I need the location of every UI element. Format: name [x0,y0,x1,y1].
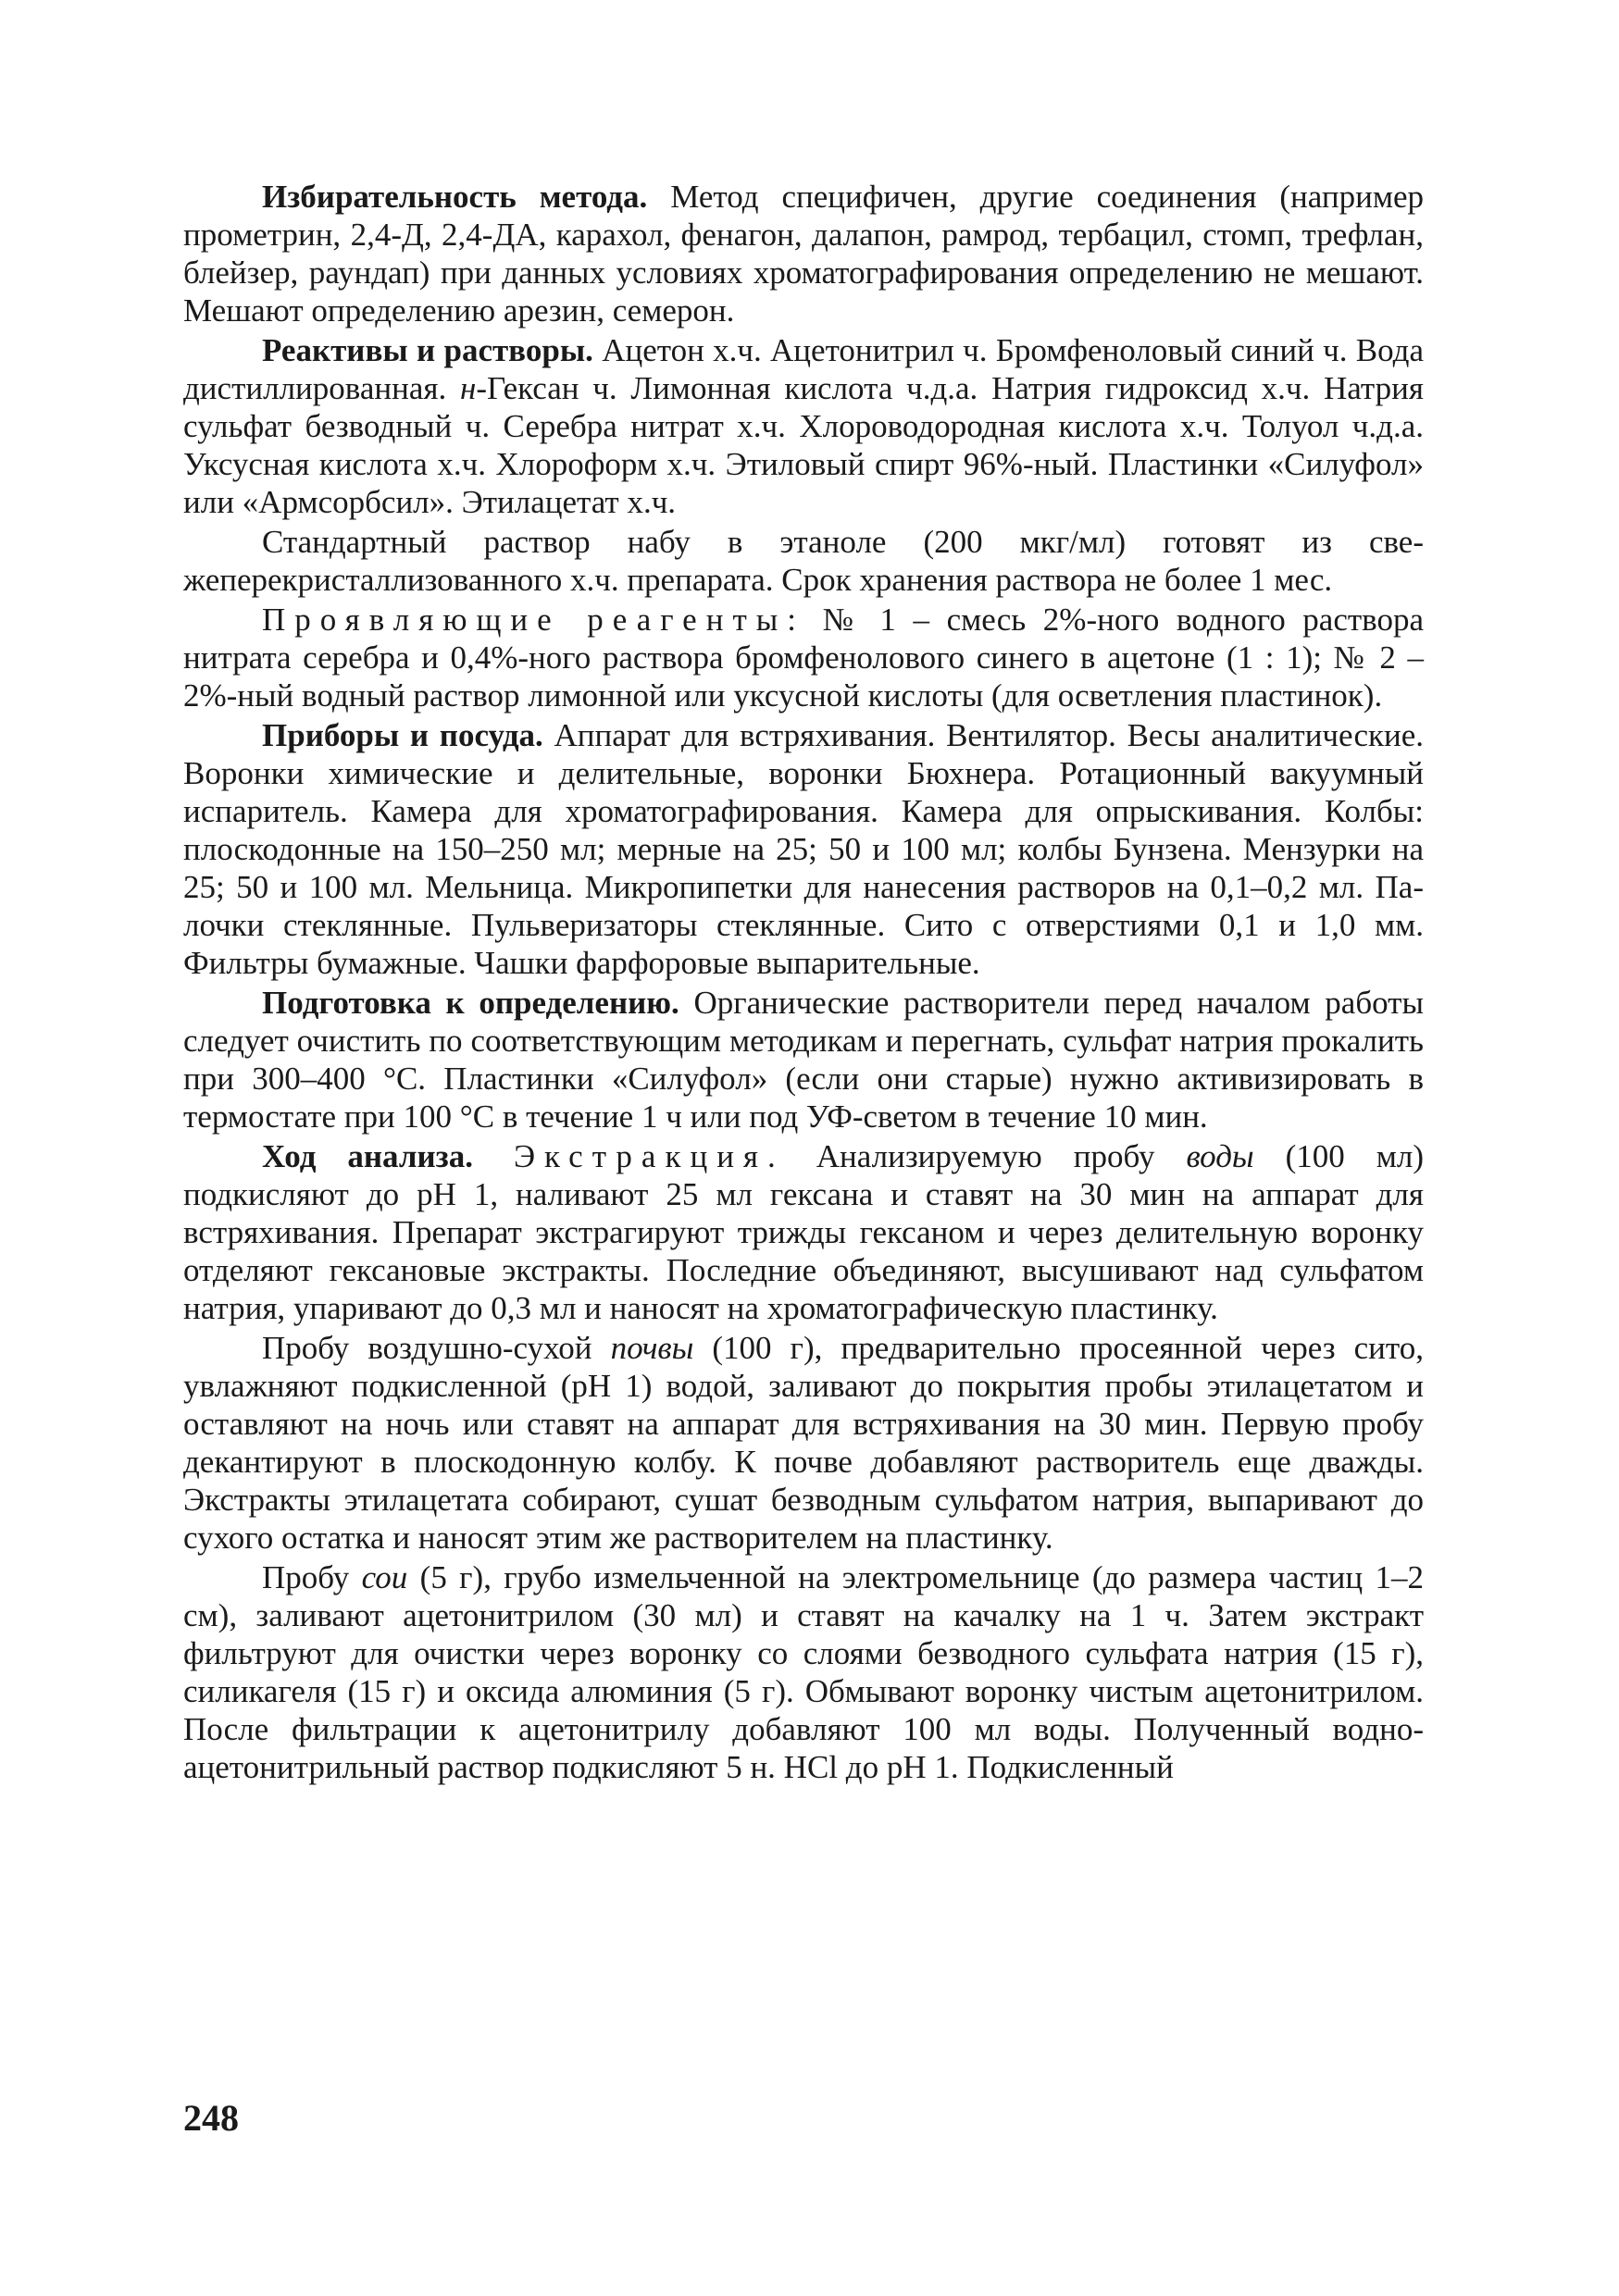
heading-preparation: Подготовка к определению. [262,985,679,1021]
text-standard-solution: Стандартный раствор набу в этаноле (200 мкг/мл) готовят из свежеперекристаллизованного х.ч. препарата. Срок хранения раствора не более 1 мес. [183,524,1424,598]
text-reagents-a: Ацетон х.ч. Ацетонитрил ч. Бромфеноловый синий ч. Вода дистиллированная. [183,332,1424,406]
text-analysis-b: (100 мл) подкисляют до pH 1, наливают 25 мл гексана и ставят на 30 мин на аппарат для встряхивания. Препарат экстрагируют трижды гексаном и через делительную воронку отделяют гексановые экстракты. Последние объединяют, высушивают над сульфатом натрия, упаривают до 0,3 мл и наносят на хроматографическую пластинку. [183,1138,1424,1326]
text-soil-a: Пробу воздушно-сухой [262,1330,611,1366]
text-selectivity: Метод специфичен, другие соединения (например прометрин, 2,4-Д, 2,4-ДА, карахол, фенагон, далапон, рамрод, тербацил, стомп, трефлан, блейзер, раундап) при данных условиях хроматографирования определению не мешают. Мешают определению арезин, семерон. [183,179,1424,329]
text-soy-italic: сои [361,1559,408,1595]
text-analysis-a: Анализируемую пробу [784,1138,1187,1174]
text-preparation: Органические растворители перед началом работы следует очистить по соответствующим методикам и перегнать, сульфат натрия прокалить при 300–400 °С. Пластинки «Силуфол» (если они старые) нужно активизировать в термостате при 100 °С в течение 1 ч или под УФ-светом в течение 10 мин. [183,985,1424,1135]
text-soy-b: (5 г), грубо измельченной на электромельнице (до размера частиц 1–2 см), заливают ацетонитрилом (30 мл) и ставят на качалку на 1 ч. Затем экстракт фильтруют для очистки через воронку со слоями безводного сульфата натрия (15 г), силикагеля (15 г) и оксида алюминия (5 г). Обмывают воронку чистым ацетонитрилом. После фильтрации к ацетонитрилу добавляют 100 мл воды. Полученный водноацетонитрильный раствор подкисляют 5 н. HCl до pH 1. Подкисленный [183,1559,1424,1785]
paragraph-preparation [183,984,1424,1136]
page-number: 248 [183,2097,239,2139]
heading-equipment: Приборы и посуда. [262,717,543,753]
paragraph-developing-reagents [183,601,1424,714]
text-reagents-italic: н [459,370,477,406]
heading-selectivity: Избирательность метода. [262,179,648,215]
paragraph-soy [183,1558,1424,1786]
text-developing-reagents: № 1 – смесь 2%-ного водного раствора нитрата серебра и 0,4%-ного раствора бромфенолового синего в ацетоне (1 : 1); № 2 – 2%-ный водный раствор лимонной или уксусной кислоты (для осветления пластинок). [183,602,1424,714]
text-soil-italic: почвы [610,1330,694,1366]
text-equipment: Аппарат для встряхивания. Вентилятор. Весы аналитические. Воронки химические и делительные, воронки Бюхнера. Ротационный вакуумный испаритель. Камера для хроматографирования. Камера для опрыскивания. Колбы: плоскодонные на 150–250 мл; мерные на 25; 50 и 100 мл; колбы Бунзена. Мензурки на 25; 50 и 100 мл. Мельница. Микропипетки для нанесения растворов на 0,1–0,2 мл. Палочки стеклянные. Пульверизаторы стеклянные. Сито с отверстиями 0,1 и 1,0 мм. Фильтры бумажные. Чашки фарфоровые выпарительные. [183,717,1424,981]
text-soil-b: (100 г), предварительно просеянной через сито, увлажняют подкисленной (pH 1) водой, заливают до покрытия пробы этилацетатом и оставляют на ночь или ставят на аппарат для встряхивания на 30 мин. Первую пробу декантируют в плоскодонную колбу. К почве добавляют растворитель еще дважды. Экстракты этилацетата собирают, сушат безводным сульфатом натрия, выпаривают до сухого остатка и наносят этим же растворителем на пластинку. [183,1330,1424,1556]
text-analysis-italic: воды [1186,1138,1254,1174]
paragraph-equipment [183,716,1424,982]
paragraph-reagents [183,331,1424,521]
paragraph-soil [183,1329,1424,1557]
paragraph-selectivity [183,178,1424,329]
subheading-extraction: Экстракция. [472,1138,785,1174]
paragraph-analysis [183,1137,1424,1327]
heading-reagents: Реактивы и растворы. [262,332,593,368]
text-soy-a: Пробу [262,1559,362,1595]
text-reagents-b: -Гексан ч. Лимонная кислота ч.д.а. Натрия гидроксид х.ч. Натрия сульфат безводный ч. Серебра нитрат х.ч. Хлороводородная кислота х.ч. Толуол ч.д.а. Уксусная кислота х.ч. Хлороформ х.ч. Этиловый спирт 96%-ный. Пластинки «Силуфол» или «Армсорбсил». Этилацетат х.ч. [183,370,1424,520]
heading-developing-reagents: Проявляющие реагенты: [262,602,805,638]
page-body [183,178,1424,1788]
paragraph-standard-solution [183,523,1424,599]
heading-analysis: Ход анализа. [262,1138,473,1174]
